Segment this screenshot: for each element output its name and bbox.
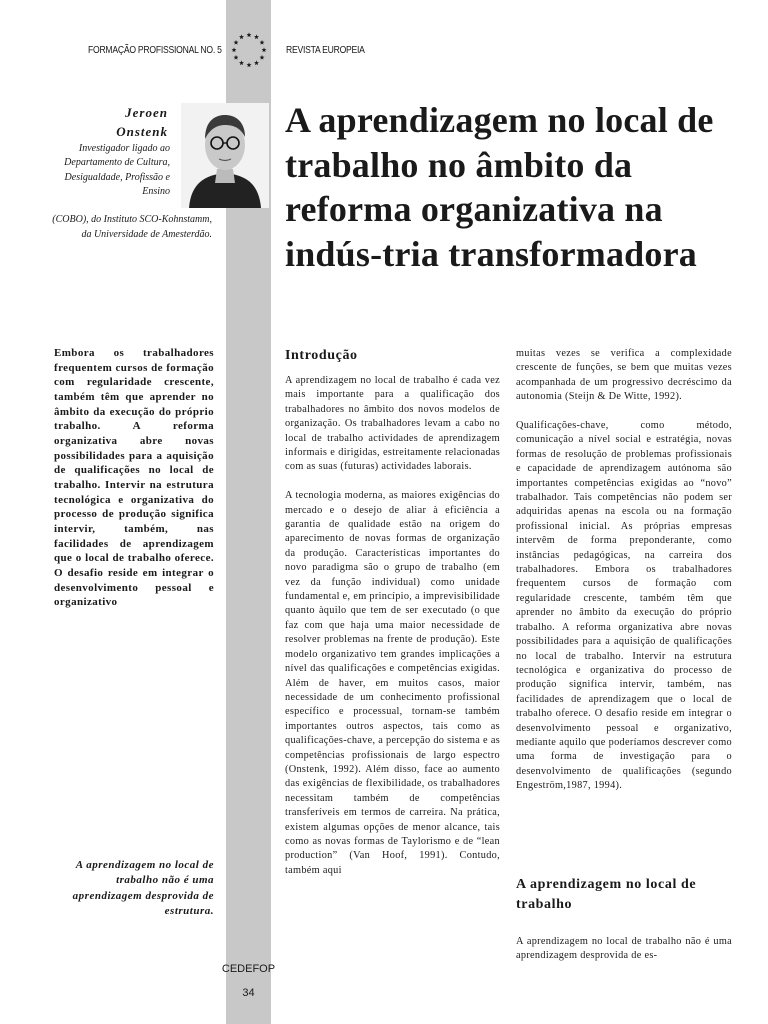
section-heading-workplace-learning: A aprendizagem no local de trabalho [516, 877, 697, 912]
body-column-right-continued [516, 935, 732, 978]
body-column-left [285, 374, 500, 893]
article-abstract: Embora os trabalhadores frequentem cursos de formação com regularidade crescente, também têm que aprender no âmbito da execução do próprio trabalho. A reforma organizativa abre novas possibilidades para a aquisição de qualificações no local de trabalho. Intervir na estrutura tecnológica e organizativa do processo de produção significa intervir, também, nas facilidades de aprendizagem que o local de trabalho oferece. O desafio reside em integrar o desenvolvimento pessoal e organizativo [54, 347, 214, 609]
eu-star-icon [247, 62, 252, 67]
eu-star-icon [234, 55, 239, 60]
journal-series-label: FORMAÇÃO PROFISSIONAL NO. 5 [88, 44, 222, 56]
body-paragraph: A aprendizagem no local de trabalho é cada vez mais importante para a qualificação dos trabalhadores no âmbito dos novos modelos de organização. Os trabalhadores levam a cabo no local de trabalho actividades de aprendizagem informais e dirigidas, estreitamente relacionadas com as suas (futuras) actividades laborais. [285, 375, 500, 473]
author-first-name: Jeroen [125, 105, 168, 120]
body-paragraph: A aprendizagem no local de trabalho não é uma aprendizagem desprovida de es- [516, 936, 732, 962]
eu-star-icon [254, 60, 259, 65]
eu-star-icon [232, 47, 237, 52]
author-name [90, 103, 168, 141]
page-number: 34 [242, 987, 255, 999]
body-paragraph: muitas vezes se verifica a complexidade crescente de funções, se bem que muitas vezes acompanhada de um progressivo decréscimo da autonomia (Steijn & De Witte, 1992). [516, 348, 732, 403]
eu-stars-icon [229, 28, 269, 72]
journal-name-label: REVISTA EUROPEIA [286, 44, 365, 56]
eu-star-icon [239, 60, 244, 65]
section-heading-introduction: Introdução [285, 348, 358, 363]
eu-star-icon [239, 34, 244, 39]
eu-star-icon [247, 32, 252, 37]
body-paragraph: A tecnologia moderna, as maiores exigências do mercado e o desejo de aliar à eficiência a garantia de qualidade estão na origem do aparecimento de novas formas de organização da produção. Características importantes do novo paradigma são o grupo de trabalho (em vez da função individual) como unidade fundamental e, em princípio, a imprevisibilidade quanto àquilo que tem de ser executado (o que faz com que haja uma maior necessidade de resolver problemas na frente de produção). Este modelo organizativo tem grandes implicações a nível das qualificações e competências exigidas. Além de haver, em muitos casos, maior necessidade de um conhecimento profissional específico e processual, tornam-se também importantes outros aspectos, tais como as qualificações-chave, a percepção do sistema e as competências profissionais de largo espectro (Onstenk, 1992). Além disso, face ao aumento das exigências de flexibilidade, os trabalhadores necessitam também de competências transferíveis em termos de carreira. Na prática, existem algumas opções de menor alcance, tais como as novas formas de Taylorismo e de “lean production” (Van Hoof, 1991). Contudo, também aqui [285, 490, 500, 876]
eu-star-icon [260, 40, 265, 45]
author-bio-continued: (COBO), do Instituto SCO-Kohnstamm, da Universidade de Amesterdão. [52, 214, 212, 240]
footer-publisher-label: CEDEFOP [221, 963, 276, 975]
author-portrait [181, 103, 269, 208]
eu-star-icon [260, 55, 265, 60]
author-last-name: Onstenk [116, 124, 168, 139]
eu-star-icon [262, 47, 267, 52]
body-column-right [516, 347, 732, 808]
pull-quote: A aprendizagem no local de trabalho não é uma aprendizagem desprovida de estrutura. [72, 859, 214, 917]
author-bio: Investigador ligado ao Departamento de Cultura, Desigualdade, Profissão e Ensino [64, 143, 170, 197]
article-title: A aprendizagem no local de trabalho no âmbito da reforma organizativa na indús-tria transformadora [285, 100, 714, 274]
eu-star-icon [254, 34, 259, 39]
body-paragraph: Qualificações-chave, como método, comunicação a nível social e estratégia, novas formas de resolução de problemas profissionais e capacidade de aprendizagem autónoma são importantes competências exigidas ao “novo” trabalhador. Tais competências não podem ser adquiridas apenas na escola ou na formação profissional inicial. As próprias empresas intervêm de forma preponderante, como instâncias pedagógicas, na carreira dos trabalhadores. Embora os trabalhadores frequentem cursos de formação com regularidade crescente, também têm que aprender no âmbito da execução do próprio trabalho. A reforma organizativa abre novas possibilidades para a aquisição de qualificações no local de trabalho. Intervir na estrutura tecnológica e organizativa do processo de produção significa intervir, também, nas facilidades de aprendizagem que o local de trabalho oferece. O desafio reside em integrar o desenvolvimento pessoal e organizativo, mediante aquilo que poderíamos descrever como uma forma de investigação para o desenvolvimento de qualificações (segundo Engeström,1987, 1994). [516, 420, 732, 792]
eu-star-icon [234, 40, 239, 45]
